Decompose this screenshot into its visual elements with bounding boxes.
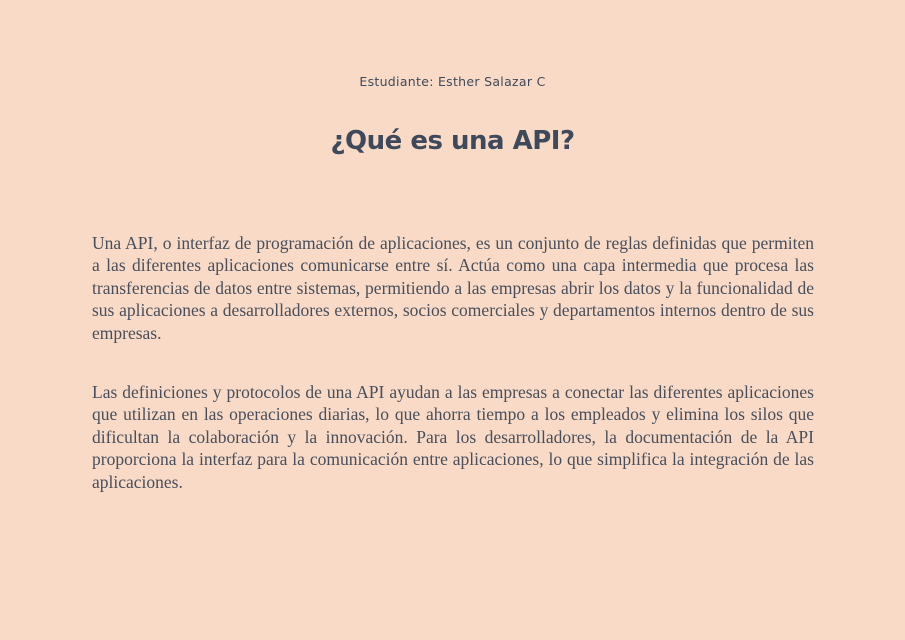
paragraph-api-benefits: Las definiciones y protocolos de una API ayudan a las empresas a conectar las diferentes aplicaciones que utilizan en las operaciones diarias, lo que ahorra tiempo a los empleados y elimina los silos que dificultan la colaboración y la innovación. Para los desarrolladores, la documentación de la API proporciona la interfaz para la comunicación entre aplicaciones, lo que simplifica la integración de las aplicaciones. <box>92 382 814 492</box>
page-title: ¿Qué es una API? <box>330 126 575 156</box>
paragraph-api-definition: Una API, o interfaz de programación de aplicaciones, es un conjunto de reglas definidas que permiten a las diferentes aplicaciones comunicarse entre sí. Actúa como una capa intermedia que procesa las transferencias de datos entre sistemas, permitiendo a las empresas abrir los datos y la funcionalidad de sus aplicaciones a desarrolladores externos, socios comerciales y departamentos internos dentro de sus empresas. <box>92 233 814 343</box>
student-name-line: Estudiante: Esther Salazar C <box>359 74 546 89</box>
body-text-block <box>92 232 814 530</box>
